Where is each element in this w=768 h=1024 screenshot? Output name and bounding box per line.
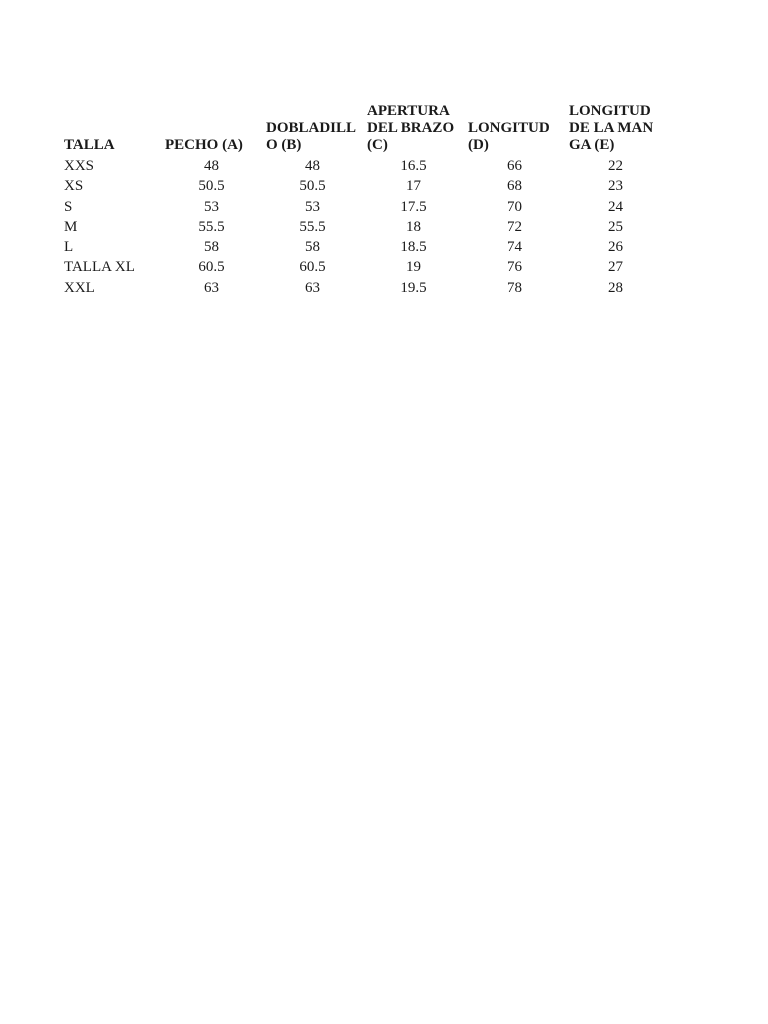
size-cell: TALLA XL — [64, 259, 135, 276]
sleeve-length-cell: 27 — [608, 259, 623, 276]
length-cell: 72 — [507, 218, 522, 235]
length-cell: 74 — [507, 239, 522, 256]
header-length: LONGITUD (D) — [468, 120, 550, 153]
length-cell: 66 — [507, 158, 522, 174]
hem-cell: 60.5 — [299, 259, 326, 276]
table-row — [60, 156, 666, 176]
size-cell: XS — [64, 178, 84, 195]
size-cell: XXL — [64, 279, 95, 296]
arm-opening-cell: 17 — [406, 178, 421, 195]
table-row — [60, 197, 666, 217]
size-cell: XXS — [64, 158, 95, 174]
length-cell: 70 — [507, 198, 522, 215]
header-size: TALLA — [64, 137, 115, 153]
arm-opening-cell: 19.5 — [400, 279, 427, 296]
hem-cell: 50.5 — [299, 178, 326, 195]
arm-opening-cell: 19 — [406, 259, 421, 276]
sleeve-length-cell: 23 — [608, 178, 623, 195]
size-chart-table — [60, 103, 666, 298]
arm-opening-cell: 18.5 — [400, 239, 427, 256]
hem-cell: 53 — [305, 198, 320, 215]
size-cell: S — [64, 198, 73, 215]
sleeve-length-cell: 24 — [608, 198, 623, 215]
chest-cell: 58 — [204, 239, 219, 256]
header-hem: DOBLADILLO (B) — [266, 120, 357, 153]
hem-cell: 55.5 — [299, 218, 326, 235]
length-cell: 76 — [507, 259, 522, 276]
size-cell: L — [64, 239, 74, 256]
header-chest: PECHO (A) — [165, 137, 243, 153]
sleeve-length-cell: 28 — [608, 279, 623, 296]
arm-opening-cell: 18 — [406, 218, 421, 235]
chest-cell: 48 — [204, 158, 219, 174]
length-cell: 68 — [507, 178, 522, 195]
table-row — [60, 176, 666, 196]
table-row — [60, 237, 666, 257]
header-row — [60, 103, 666, 156]
chest-cell: 55.5 — [198, 218, 225, 235]
hem-cell: 58 — [305, 239, 320, 256]
table-row — [60, 217, 666, 237]
header-sleeve-length: LONGITUD DE LA MANGA (E) — [569, 103, 654, 153]
sleeve-length-cell: 26 — [608, 239, 623, 256]
chest-cell: 63 — [204, 279, 219, 296]
table-row — [60, 257, 666, 277]
size-chart-header — [60, 103, 666, 156]
chest-cell: 50.5 — [198, 178, 225, 195]
length-cell: 78 — [507, 279, 522, 296]
hem-cell: 63 — [305, 279, 320, 296]
size-chart-body — [60, 156, 666, 298]
sleeve-length-cell: 25 — [608, 218, 623, 235]
header-arm-opening: APERTURA DEL BRAZO (C) — [367, 103, 455, 153]
arm-opening-cell: 17.5 — [400, 198, 427, 215]
sleeve-length-cell: 22 — [608, 158, 623, 174]
size-cell: M — [64, 218, 78, 235]
hem-cell: 48 — [305, 158, 320, 174]
chest-cell: 53 — [204, 198, 219, 215]
table-row — [60, 278, 666, 298]
chest-cell: 60.5 — [198, 259, 225, 276]
arm-opening-cell: 16.5 — [400, 158, 427, 174]
